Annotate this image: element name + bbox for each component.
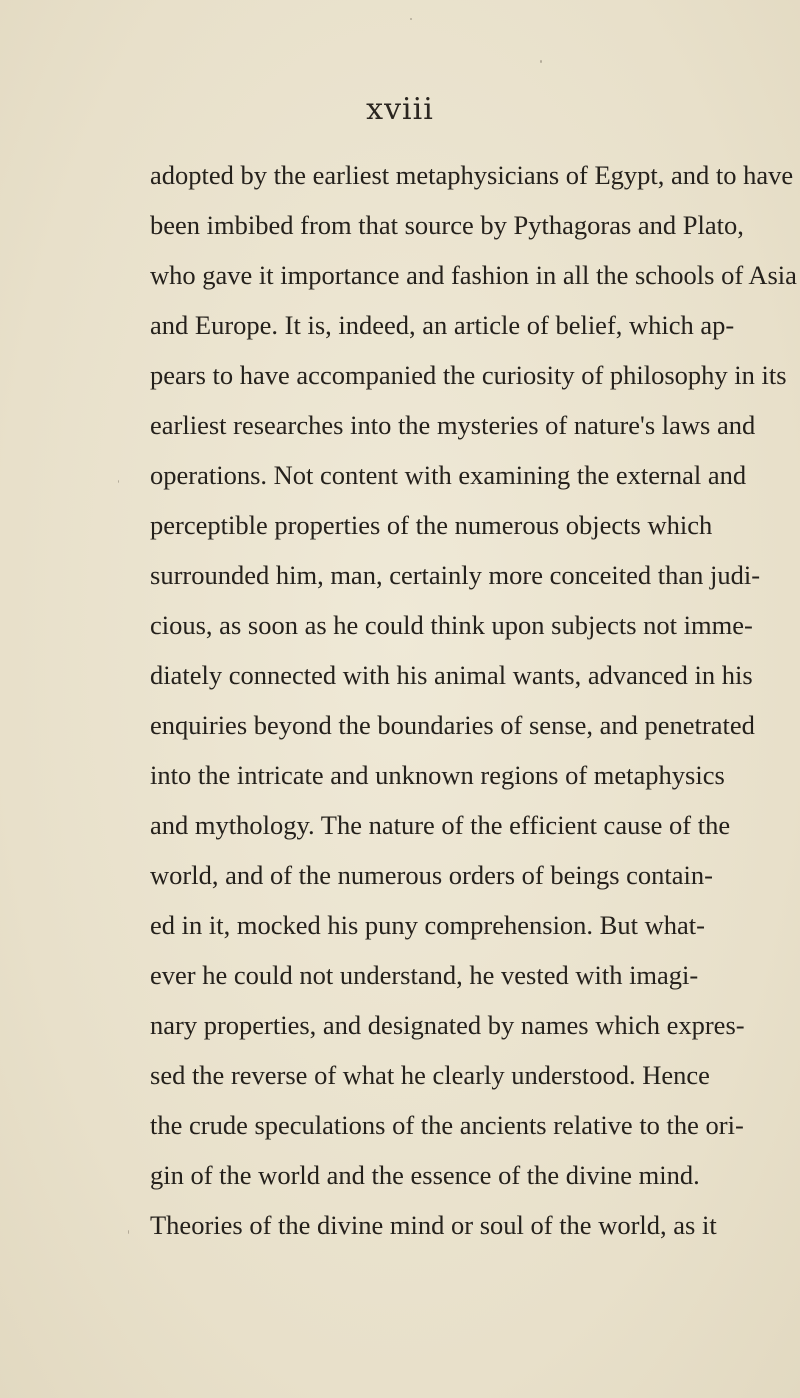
- text-line: surrounded him, man, certainly more conceited than judi-: [150, 560, 761, 590]
- text-line: pears to have accompanied the curiosity of philosophy in its: [150, 360, 787, 390]
- text-line: perceptible properties of the numerous objects which: [150, 510, 713, 540]
- text-line: world, and of the numerous orders of beings contain-: [150, 860, 713, 890]
- text-line: adopted by the earliest metaphysicians of Egypt, and to have: [150, 160, 794, 190]
- text-line: and Europe. It is, indeed, an article of belief, which ap-: [150, 310, 735, 340]
- text-line: ed in it, mocked his puny comprehension. But what-: [150, 910, 705, 940]
- text-line: into the intricate and unknown regions of metaphysics: [150, 760, 725, 790]
- paper-speck: [128, 1230, 129, 1234]
- text-line: gin of the world and the essence of the divine mind.: [150, 1160, 700, 1190]
- text-line: operations. Not content with examining the external and: [150, 460, 747, 490]
- text-line: Theories of the divine mind or soul of the world, as it: [150, 1210, 717, 1240]
- paper-speck: [410, 18, 412, 20]
- text-line: enquiries beyond the boundaries of sense, and penetrated: [150, 710, 755, 740]
- text-line: nary properties, and designated by names which expres-: [150, 1010, 745, 1040]
- text-line: who gave it importance and fashion in all the schools of Asia: [150, 260, 797, 290]
- paper-speck: [118, 480, 119, 483]
- text-line: the crude speculations of the ancients relative to the ori-: [150, 1110, 744, 1140]
- page-number: xviii: [366, 92, 434, 127]
- text-line: and mythology. The nature of the efficient cause of the: [150, 810, 731, 840]
- text-line: diately connected with his animal wants, advanced in his: [150, 660, 753, 690]
- text-line: ever he could not understand, he vested with imagi-: [150, 960, 699, 990]
- body-text: [150, 150, 797, 1250]
- text-line: been imbibed from that source by Pythagoras and Plato,: [150, 210, 744, 240]
- text-line: cious, as soon as he could think upon subjects not imme-: [150, 610, 753, 640]
- paper-speck: [540, 60, 542, 63]
- text-line: sed the reverse of what he clearly understood. Hence: [150, 1060, 710, 1090]
- text-line: earliest researches into the mysteries of nature's laws and: [150, 410, 756, 440]
